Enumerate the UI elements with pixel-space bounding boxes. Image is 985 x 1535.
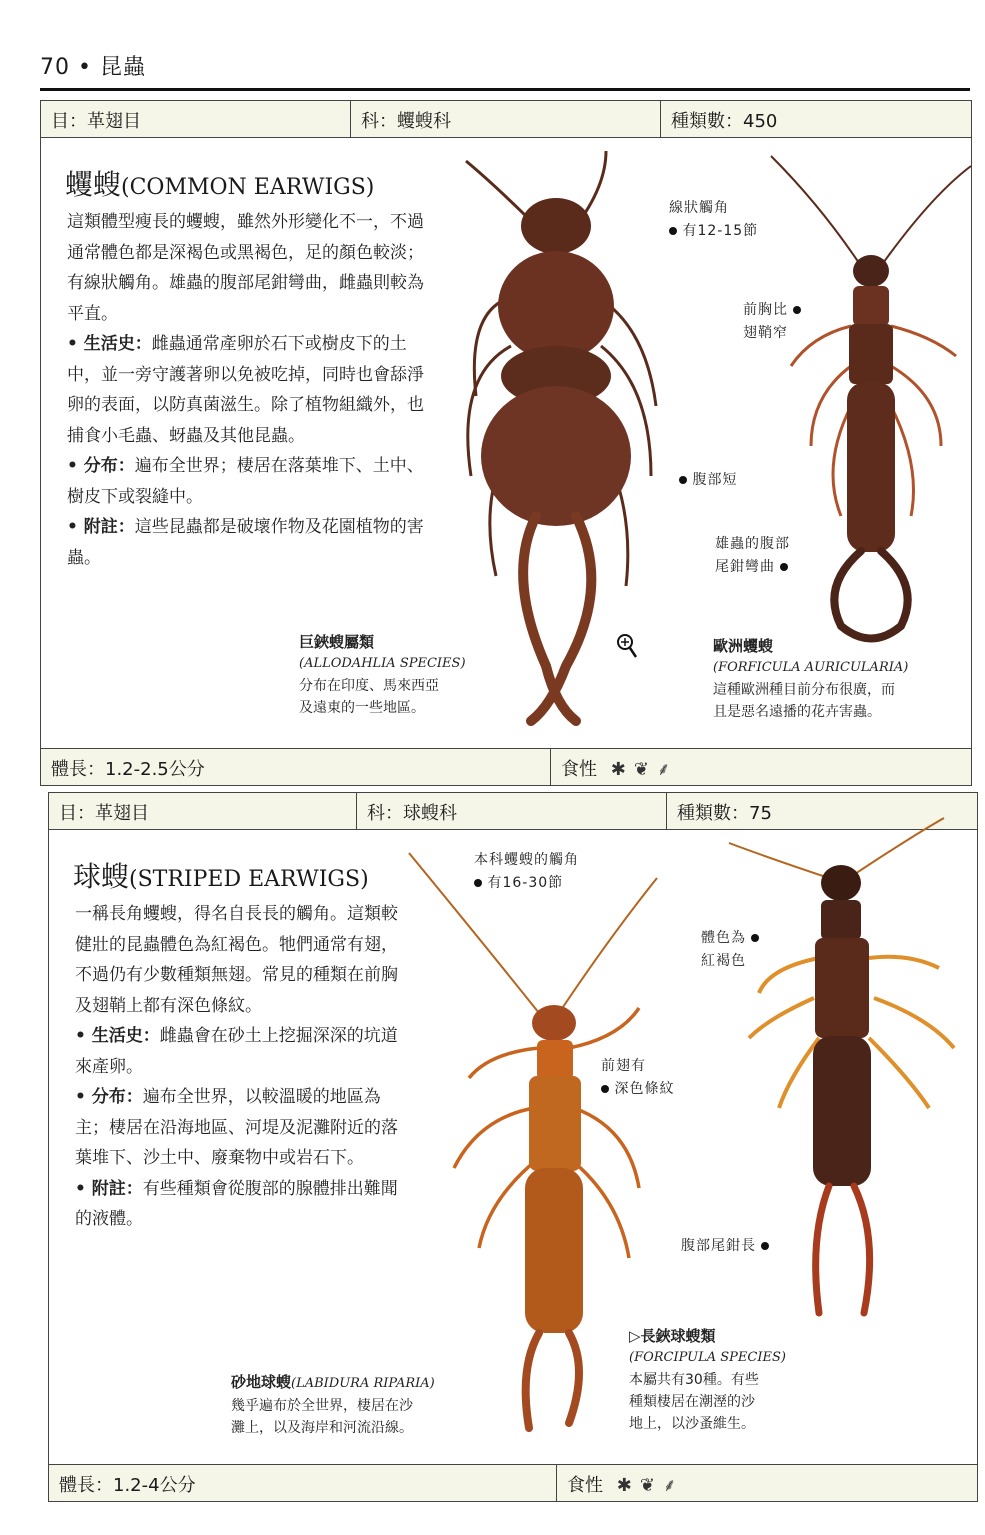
callout-dot bbox=[601, 1085, 609, 1093]
diet-label: 食性 bbox=[567, 1475, 603, 1496]
distribution-label: • 分布： bbox=[67, 456, 135, 476]
body-length: 體長：1.2-2.5公分 bbox=[41, 749, 551, 785]
caption-name: 砂地球螋 bbox=[231, 1373, 292, 1391]
allodahlia-earwig-illustration bbox=[436, 146, 676, 726]
callout-male-forceps bbox=[715, 533, 790, 579]
callout-color-line1: 體色為 bbox=[701, 930, 746, 946]
caption-name: ▷長鋏球螋類 bbox=[629, 1327, 716, 1345]
life-history: 雌蟲通常產卵於石下或樹皮下的土中，並一旁守護著卵以免被吃掉，同時也會舔淨卵的表面，以防真菌滋生。除了植物組織外，也捕食小毛蟲、蚜蟲及其他昆蟲。 bbox=[67, 334, 424, 446]
callout-color-line2: 紅褐色 bbox=[701, 953, 746, 969]
distribution: 遍布全世界，以較溫暖的地區為主；棲居在沿海地區、河堤及泥灘附近的落葉堆下、沙土中、廢棄物中或岩石下。 bbox=[75, 1087, 398, 1168]
callout-antenna bbox=[474, 849, 579, 895]
leaf-icon: ❦ bbox=[633, 759, 649, 780]
magnifier-icon bbox=[616, 633, 638, 664]
life-history: 雌蟲會在砂土上挖掘深深的坑道來產卵。 bbox=[75, 1026, 398, 1077]
caption-text: 種類棲居在潮溼的沙 bbox=[629, 1394, 755, 1410]
insect-prey-icon: ✱ bbox=[616, 1475, 632, 1496]
callout-body-color bbox=[701, 927, 759, 973]
diet bbox=[551, 749, 971, 785]
callout-pronotum bbox=[743, 299, 801, 345]
species-count: 種類數：450 bbox=[671, 111, 778, 132]
section-title bbox=[73, 855, 369, 895]
description: 一稱長角蠼螋，得名自長長的觸角。這類較健壯的昆蟲體色為紅褐色。牠們通常有翅，不過仍有少數種類無翅。常見的種類在前胸及翅鞘上都有深色條紋。 bbox=[75, 904, 398, 1016]
family-label: 科：球螋科 bbox=[357, 793, 667, 829]
caption-text: 且是惡名遠播的花卉害蟲。 bbox=[713, 704, 881, 720]
callout-antenna-line1: 本科蠼螋的觸角 bbox=[474, 852, 579, 868]
caption-text: 地上，以沙蚤維生。 bbox=[629, 1416, 755, 1432]
callout-dot bbox=[679, 476, 687, 484]
callout-dot bbox=[669, 227, 677, 235]
callout-antenna-line1: 線狀觸角 bbox=[669, 200, 729, 216]
caption-labidura bbox=[231, 1371, 435, 1439]
order-label: 目：革翅目 bbox=[49, 793, 357, 829]
order-label: 目：革翅目 bbox=[41, 101, 351, 137]
note-label: • 附註： bbox=[75, 1178, 143, 1199]
note: 有些種類會從腹部的腺體排出難聞的液體。 bbox=[75, 1178, 398, 1229]
section-body bbox=[67, 207, 439, 573]
caption-forficula bbox=[713, 635, 908, 723]
caption-text: 這種歐洲種目前分布很廣，而 bbox=[713, 682, 895, 698]
section-body bbox=[75, 899, 410, 1235]
section-striped-earwigs bbox=[48, 792, 978, 1502]
section-common-earwigs bbox=[40, 100, 972, 786]
distribution: 遍布全世界；棲居在落葉堆下、土中、樹皮下或裂縫中。 bbox=[67, 456, 424, 507]
plant-icon: ⸙ bbox=[662, 1475, 677, 1496]
title-en: (STRIPED EARWIGS) bbox=[129, 867, 369, 892]
note: 這些昆蟲都是破壞作物及花園植物的害蟲。 bbox=[67, 517, 424, 568]
callout-antenna-line2: 有12-15節 bbox=[682, 223, 759, 239]
caption-text: 本屬共有30種。有些 bbox=[629, 1372, 759, 1388]
callout-antenna bbox=[669, 197, 758, 243]
classification-bar bbox=[41, 101, 971, 138]
header-rule bbox=[40, 88, 970, 91]
callout-long-forceps bbox=[681, 1235, 769, 1258]
callout-forceps-text: 腹部尾鉗長 bbox=[681, 1238, 756, 1254]
distribution-label: • 分布： bbox=[75, 1087, 143, 1107]
life-history-label: • 生活史： bbox=[67, 334, 152, 354]
caption-text: 灘上，以及海岸和河流沿線。 bbox=[231, 1420, 413, 1436]
page-header: 70 • 昆蟲 bbox=[40, 55, 146, 80]
insect-prey-icon: ✱ bbox=[610, 759, 626, 780]
callout-pronotum-line2: 翅鞘窄 bbox=[743, 325, 788, 341]
caption-forcipula bbox=[629, 1325, 786, 1435]
callout-abdomen bbox=[679, 469, 737, 492]
note-label: • 附註： bbox=[67, 517, 135, 537]
leaf-icon: ❦ bbox=[639, 1475, 655, 1496]
caption-text: 及遠東的一些地區。 bbox=[299, 700, 425, 716]
callout-dot bbox=[761, 1242, 769, 1250]
callout-abdomen-text: 腹部短 bbox=[692, 472, 738, 488]
description: 這類體型瘦長的蠼螋，雖然外形變化不一，不過通常體色都是深褐色或黑褐色，足的顏色較淡；有線狀觸角。雄蟲的腹部尾鉗彎曲，雌蟲則較為平直。 bbox=[67, 212, 424, 324]
callout-stripes-line2: 深色條紋 bbox=[614, 1081, 675, 1097]
title-cn: 蠼螋 bbox=[65, 168, 122, 201]
callout-dot bbox=[751, 934, 759, 942]
caption-sci: (FORFICULA AURICULARIA) bbox=[713, 660, 909, 675]
forficula-earwig-illustration bbox=[771, 156, 971, 656]
callout-forceps-line2: 尾鉗彎曲 bbox=[715, 559, 775, 575]
title-en: (COMMON EARWIGS) bbox=[121, 175, 375, 200]
caption-name: 歐洲蠼螋 bbox=[713, 637, 774, 655]
caption-sci: (LABIDURA RIPARIA) bbox=[291, 1376, 435, 1391]
caption-name: 巨鋏螋屬類 bbox=[299, 633, 375, 651]
diet-label: 食性 bbox=[561, 759, 597, 780]
callout-forewing-stripes bbox=[601, 1055, 674, 1101]
stats-bar bbox=[49, 1464, 977, 1501]
species-count: 種類數：75 bbox=[677, 803, 772, 824]
caption-text: 分布在印度、馬來西亞 bbox=[299, 678, 439, 694]
caption-allodahlia bbox=[299, 631, 466, 719]
life-history-label: • 生活史： bbox=[75, 1026, 160, 1046]
caption-text: 幾乎遍布於全世界，棲居在沙 bbox=[231, 1398, 413, 1414]
section-title bbox=[65, 163, 374, 203]
family-label: 科：蠼螋科 bbox=[351, 101, 661, 137]
callout-forceps-line1: 雄蟲的腹部 bbox=[715, 536, 790, 552]
callout-pronotum-line1: 前胸比 bbox=[743, 302, 788, 318]
callout-dot bbox=[793, 306, 801, 314]
diet bbox=[557, 1465, 977, 1501]
body-length: 體長：1.2-4公分 bbox=[49, 1465, 557, 1501]
callout-antenna-line2: 有16-30節 bbox=[487, 875, 564, 891]
stats-bar bbox=[41, 748, 971, 785]
callout-dot bbox=[474, 879, 482, 887]
callout-dot bbox=[780, 563, 788, 571]
callout-stripes-line1: 前翅有 bbox=[601, 1058, 646, 1074]
plant-icon: ⸙ bbox=[656, 759, 671, 780]
title-cn: 球螋 bbox=[73, 860, 130, 893]
caption-sci: (ALLODAHLIA SPECIES) bbox=[299, 656, 466, 671]
caption-sci: (FORCIPULA SPECIES) bbox=[629, 1350, 786, 1365]
